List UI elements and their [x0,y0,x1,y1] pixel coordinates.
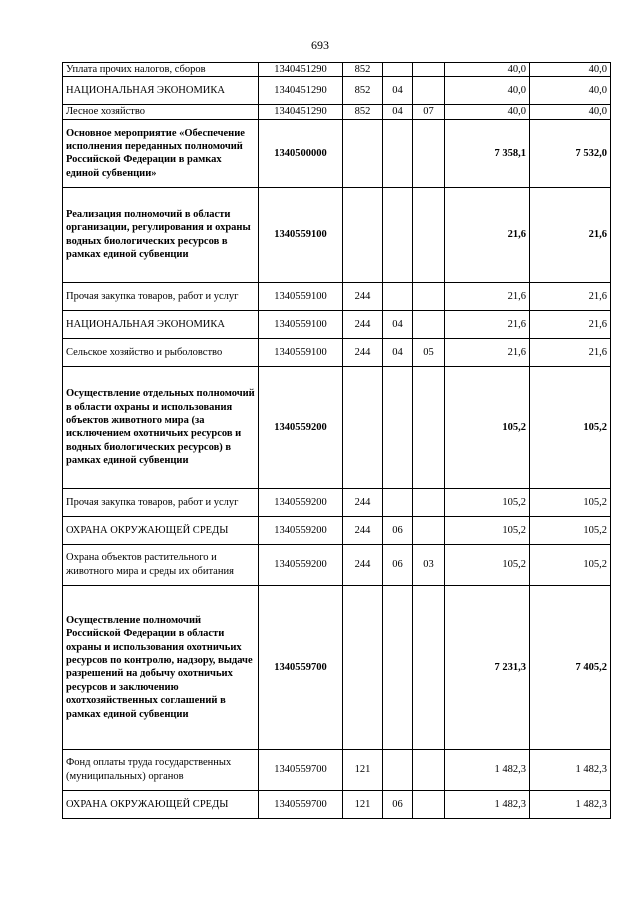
row-sum-year2-cell: 1 482,3 [530,790,611,818]
row-sum-year1-cell: 105,2 [445,544,530,585]
row-section-cell [383,366,413,488]
row-subsection-cell: 05 [413,338,445,366]
row-section-cell: 06 [383,790,413,818]
row-section-cell: 06 [383,516,413,544]
row-name-cell: НАЦИОНАЛЬНАЯ ЭКОНОМИКА [63,310,259,338]
row-code-cell: 1340559200 [259,544,343,585]
row-sum-year2-cell: 1 482,3 [530,749,611,790]
row-section-cell [383,282,413,310]
row-sum-year1-cell: 1 482,3 [445,749,530,790]
table-row [63,544,611,585]
row-sum-year1-cell: 105,2 [445,516,530,544]
row-name-cell: ОХРАНА ОКРУЖАЮЩЕЙ СРЕДЫ [63,790,259,818]
row-subsection-cell [413,488,445,516]
row-subsection-cell: 07 [413,105,445,119]
row-name-cell: Основное мероприятие «Обеспечение исполнения переданных полномочий Российской Федерации в рамках единой субвенции» [63,119,259,187]
row-subsection-cell [413,749,445,790]
row-sum-year2-cell: 105,2 [530,516,611,544]
row-name-cell: Охрана объектов растительного и животного мира и среды их обитания [63,544,259,585]
row-subsection-cell [413,77,445,105]
row-name-cell: Уплата прочих налогов, сборов [63,63,259,77]
row-section-cell: 04 [383,77,413,105]
row-name-cell: ОХРАНА ОКРУЖАЮЩЕЙ СРЕДЫ [63,516,259,544]
row-sum-year1-cell: 105,2 [445,366,530,488]
row-sum-year2-cell: 21,6 [530,338,611,366]
row-subsection-cell [413,790,445,818]
row-sum-year2-cell: 40,0 [530,63,611,77]
row-code-cell: 1340500000 [259,119,343,187]
row-sum-year1-cell: 21,6 [445,310,530,338]
row-subsection-cell [413,310,445,338]
row-expense-type-cell [343,187,383,282]
table-row [63,366,611,488]
row-sum-year1-cell: 1 482,3 [445,790,530,818]
row-sum-year1-cell: 40,0 [445,105,530,119]
row-name-cell: Фонд оплаты труда государственных (муниципальных) органов [63,749,259,790]
row-code-cell: 1340451290 [259,63,343,77]
row-code-cell: 1340559700 [259,790,343,818]
row-section-cell [383,63,413,77]
row-expense-type-cell: 244 [343,282,383,310]
row-name-cell: Прочая закупка товаров, работ и услуг [63,488,259,516]
row-code-cell: 1340559100 [259,282,343,310]
row-code-cell: 1340559200 [259,366,343,488]
row-code-cell: 1340451290 [259,77,343,105]
row-subsection-cell [413,282,445,310]
row-sum-year1-cell: 21,6 [445,282,530,310]
row-subsection-cell [413,187,445,282]
row-code-cell: 1340451290 [259,105,343,119]
table-row [63,790,611,818]
table-row [63,63,611,77]
row-expense-type-cell: 852 [343,105,383,119]
row-sum-year2-cell: 21,6 [530,282,611,310]
row-subsection-cell [413,585,445,749]
row-subsection-cell [413,366,445,488]
row-expense-type-cell: 244 [343,516,383,544]
row-code-cell: 1340559100 [259,338,343,366]
row-name-cell: Осуществление отдельных полномочий в области охраны и использования объектов животного мира (за исключением охотничьих ресурсов и водных биологических ресурсов) в рамках единой субвенции [63,366,259,488]
row-section-cell [383,488,413,516]
row-section-cell [383,585,413,749]
row-expense-type-cell [343,366,383,488]
row-expense-type-cell: 244 [343,310,383,338]
row-section-cell: 04 [383,105,413,119]
row-expense-type-cell: 852 [343,77,383,105]
row-expense-type-cell: 121 [343,749,383,790]
row-name-cell: Лесное хозяйство [63,105,259,119]
row-code-cell: 1340559100 [259,310,343,338]
row-sum-year1-cell: 40,0 [445,77,530,105]
row-subsection-cell [413,63,445,77]
budget-table [62,62,611,819]
row-sum-year1-cell: 105,2 [445,488,530,516]
row-section-cell: 04 [383,338,413,366]
row-sum-year2-cell: 7 532,0 [530,119,611,187]
row-sum-year1-cell: 21,6 [445,187,530,282]
row-section-cell [383,119,413,187]
table-row [63,488,611,516]
row-name-cell: НАЦИОНАЛЬНАЯ ЭКОНОМИКА [63,77,259,105]
row-code-cell: 1340559700 [259,749,343,790]
table-row [63,310,611,338]
row-sum-year2-cell: 40,0 [530,77,611,105]
table-row [63,119,611,187]
row-sum-year1-cell: 40,0 [445,63,530,77]
row-name-cell: Осуществление полномочий Российской Федерации в области охраны и использования охотничьих ресурсов по контролю, надзору, выдаче разрешений на добычу охотничьих ресурсов и заключению охотхозяйственных соглашений в рамках единой субвенции [63,585,259,749]
table-row [63,282,611,310]
row-expense-type-cell: 244 [343,338,383,366]
row-sum-year1-cell: 7 231,3 [445,585,530,749]
row-section-cell: 04 [383,310,413,338]
row-section-cell [383,187,413,282]
row-subsection-cell: 03 [413,544,445,585]
row-name-cell: Сельское хозяйство и рыболовство [63,338,259,366]
table-row [63,516,611,544]
row-expense-type-cell: 244 [343,544,383,585]
row-expense-type-cell: 244 [343,488,383,516]
table-row [63,749,611,790]
row-expense-type-cell: 852 [343,63,383,77]
row-subsection-cell [413,516,445,544]
row-section-cell: 06 [383,544,413,585]
row-sum-year1-cell: 7 358,1 [445,119,530,187]
row-code-cell: 1340559200 [259,516,343,544]
row-sum-year2-cell: 105,2 [530,366,611,488]
row-expense-type-cell [343,119,383,187]
row-expense-type-cell: 121 [343,790,383,818]
row-sum-year1-cell: 21,6 [445,338,530,366]
row-sum-year2-cell: 105,2 [530,488,611,516]
table-row [63,187,611,282]
row-code-cell: 1340559200 [259,488,343,516]
row-sum-year2-cell: 105,2 [530,544,611,585]
row-section-cell [383,749,413,790]
row-sum-year2-cell: 21,6 [530,187,611,282]
row-code-cell: 1340559100 [259,187,343,282]
row-sum-year2-cell: 7 405,2 [530,585,611,749]
row-sum-year2-cell: 21,6 [530,310,611,338]
row-subsection-cell [413,119,445,187]
page-number: 693 [311,38,329,52]
row-name-cell: Реализация полномочий в области организации, регулирования и охраны водных биологических ресурсов в рамках единой субвенции [63,187,259,282]
table-row [63,585,611,749]
row-name-cell: Прочая закупка товаров, работ и услуг [63,282,259,310]
table-row [63,105,611,119]
row-expense-type-cell [343,585,383,749]
row-code-cell: 1340559700 [259,585,343,749]
table-row [63,338,611,366]
table-row [63,77,611,105]
row-sum-year2-cell: 40,0 [530,105,611,119]
